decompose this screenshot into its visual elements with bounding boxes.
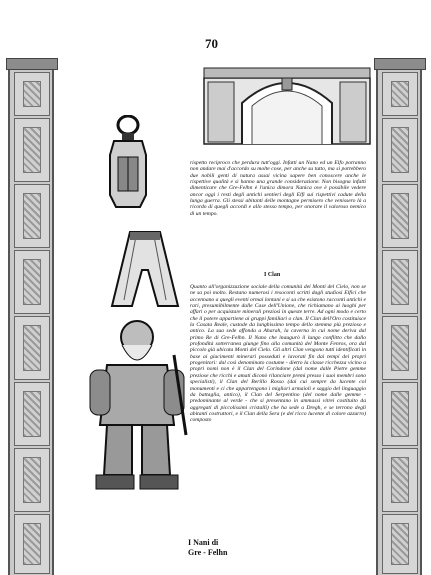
pillar-capital — [6, 58, 58, 70]
body-paragraph-1: rispetto reciproco che perdura tutt'oggi. Infatti un Nano ed un Elfo potranno non andare mai d'accordo su molte cose, per anche su tutto, ma si potrebbero due nobili genti di natura assai vicina sapere ben conoscere anche le rispettive qualità e sì hanno una grande considerazione. Non bisogna infatti dimenticare che Gre-Felhn è l'unica dimora Nanica ove è possibile vedere ancor oggi i resti degli antichi sentieri degli Elfi sui rispettivi cadute della lunga guerra. Gli stessi abitanti delle montagne permisero che venissero là a ricordo di quegli accordi e allo stesso tempo, per onorare il valoroso nemico di un tempo. — [190, 160, 366, 217]
section-heading: I Clan — [264, 272, 281, 278]
lantern-illustration — [100, 115, 156, 215]
left-stone-pillar — [8, 58, 54, 575]
right-stone-pillar — [376, 58, 422, 575]
chapter-title — [188, 538, 227, 558]
pillar-capital — [374, 58, 426, 70]
body-paragraph-2: Quanto all'organizzazione sociale della comunità dei Monti del Cielo, non se ne sa poi molto. Restano numerosi i resoconti scritti dagli studiosi Elfici che accennano a quegli eventi ormai lontani e si sa che esistono racconti antichi e rari, presumibilmente dalle Case dell'Unione, che richiamano ai luoghi per affari o per acquistare minerali preziosi in queste terre. Ad ogni modo e certo che il potere appartiene ai gruppi familiari o clan. Il Clan dell'Oro costituisce la Casata Reale, custode da lunghissimo tempo dello stemma più prezioso e antico. La sua sede affonda a Aharah, la caverna in cui nome deriva dal primo Re di Gre-Felhn. Il Nano che inaugurò il lungo conflitto che dallo profondità sotterranea giunge fino alla comunità del Monte Fenros, ora dal piccolo già ubicata Monti del Cielo. Gli altri Clan vengono tutti identificati in base ai giacimenti minerari posseduti e lavorati fin dai tempi dei propri progenitori: dal così denominato costume - dietro la classe ricchezza vicino a propri nomi non è il Clan del Corindone (dal nome dalle Pietre gemme preziose che ricchi e amati diconò rilanciare premi presso i suoi membri sono specialisti), il Clan del Berillo Rosso (dai cui sempre da lucente col monumenti e ci che appartengono i migliori armaioli e saggio del linguaggio da battaglia, antico), il Clan del Serpentino (del nome dalle gemme - predominante al verde - che si presentano in ammassi vitrei costituito da aggregati di piccolissimi cristalli) che ha sede a Dregh, e se terrono degli abitanti costruttori, e il Clan della Sera (e del ricco lucente di colore azzurro) composto — [190, 284, 366, 424]
chapter-title-line-2: Gre - Felhn — [188, 548, 228, 557]
chapter-title-line-1: I Nani di — [188, 538, 219, 547]
stone-archway-illustration — [202, 58, 372, 146]
page-number: 70 — [205, 36, 218, 51]
dwarf-warrior-illustration — [82, 315, 192, 495]
cape-illustration — [100, 230, 190, 310]
